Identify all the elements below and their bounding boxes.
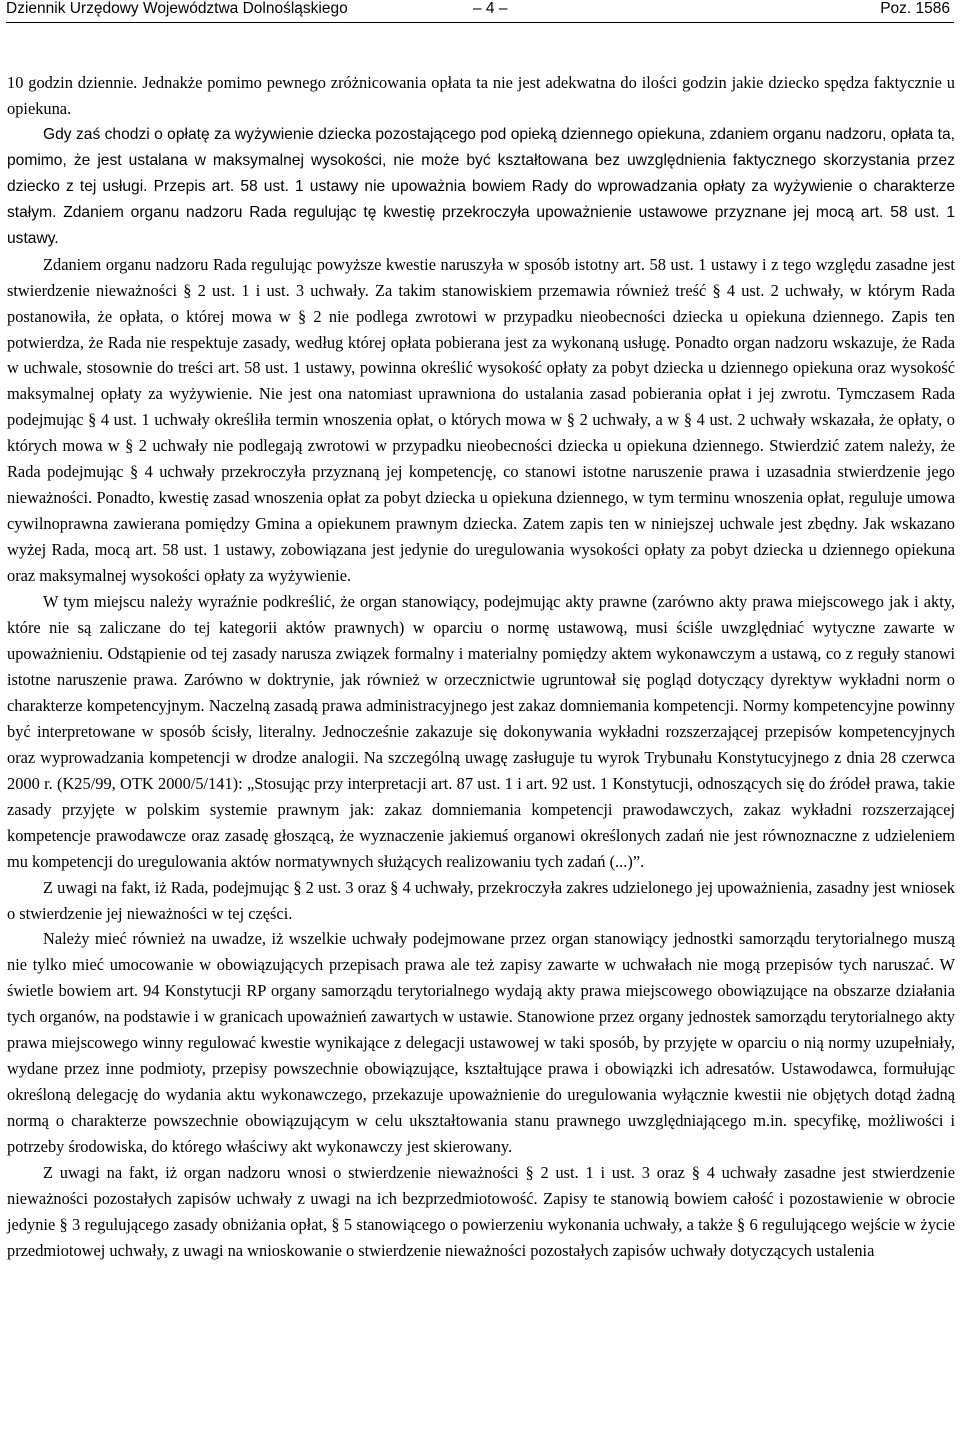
position-number: Poz. 1586 bbox=[880, 0, 950, 17]
paragraph: Z uwagi na fakt, iż Rada, podejmując § 2 ust. 3 oraz § 4 uchwały, przekroczyła zakres udzielonego jej upoważnienia, zasadny jest wniosek o stwierdzenie jej nieważności w tej części. bbox=[7, 877, 955, 923]
paragraph: 10 godzin dziennie. Jednakże pomimo pewnego zróżnicowania opłata ta nie jest adekwatna do ilości godzin jakie dziecko spędza faktycznie u opiekuna. bbox=[7, 73, 955, 118]
document-body bbox=[7, 70, 955, 1264]
paragraph: Gdy zaś chodzi o opłatę za wyżywienie dziecka pozostającego pod opieką dziennego opiekuna, zdaniem organu nadzoru, opłata ta, pomimo, że jest ustalana w maksymalnej wysokości, nie może być kształtowana bez uwzględnienia faktycznego skorzystania przez dziecko z tej usługi. Przepis art. 58 ust. 1 ustawy nie upoważnia bowiem Rady do wprowadzania opłaty za wyżywienie o charakterze stałym. Zdaniem organu nadzoru Rada regulując tę kwestię przekroczyła upoważnienie ustawowe przyznane jej mocą art. 58 ust. 1 ustawy. bbox=[7, 125, 955, 247]
page-header bbox=[6, 0, 956, 22]
paragraph: Zdaniem organu nadzoru Rada regulując powyższe kwestie naruszyła w sposób istotny art. 58 ust. 1 ustawy i z tego względu zasadne jest stwierdzenie nieważności § 2 ust. 1 i ust. 3 uchwały. Za takim stanowiskiem przemawia również treść § 4 ust. 2 uchwały, w którym Rada postanowiła, że opłata, o której mowa w § 2 nie podlega zwrotowi w przypadku nieobecności dziecka u opiekuna dziennego. Zapis ten potwierdza, że Rada nie respektuje zasady, według której opłata pobierana jest za wykonaną usługę. Ponadto organ nadzoru wskazuje, że Rada w uchwale, stosownie do treści art. 58 ust. 1 ustawy, powinna określić wysokość opłaty za pobyt dziecka u dziennego opiekuna oraz wysokość maksymalnej opłaty za wyżywienie. Nie jest ona natomiast uprawniona do ustalania zasad pobierania opłat i jej zwrotu. Tymczasem Rada podejmując § 4 ust. 1 uchwały określiła termin wnoszenia opłat, o których mowa w § 2 uchwały, a w § 4 ust. 2 uchwały wskazała, że opłaty, o których mowa w § 2 uchwały nie podlegają zwrotowi w przypadku nieobecności dziecka u opiekuna dziennego. Stwierdzić zatem należy, że Rada podejmując § 4 uchwały przekroczyła przyznaną jej kompetencję, co stanowi istotne naruszenie prawa i uzasadnia stwierdzenie jego nieważności. Ponadto, kwestię zasad wnoszenia opłat za pobyt dziecka u opiekuna dziennego, w tym terminu wnoszenia opłat, reguluje umowa cywilnoprawna zawierana pomiędzy Gmina a opiekunem prawnym dziecka. Zatem zapis ten w niniejszej uchwale jest zbędny. Jak wskazano wyżej Rada, mocą art. 58 ust. 1 ustawy, zobowiązana jest jedynie do uregulowania wysokości opłaty za pobyt dziecka u dziennego opiekuna oraz maksymalnej wysokości opłaty za wyżywienie. bbox=[7, 254, 955, 586]
page-number: – 4 – bbox=[473, 0, 508, 17]
paragraph: W tym miejscu należy wyraźnie podkreślić, że organ stanowiący, podejmując akty prawne (zarówno akty prawa miejscowego jak i akty, które nie są zaliczane do tej kategorii aktów prawnych) w oparciu o normę ustawową, musi ściśle uwzględniać wytyczne zawarte w upoważnieniu. Odstąpienie od tej zasady narusza związek formalny i materialny pomiędzy aktem wykonawczym a ustawą, co z reguły stanowi istotne naruszenie prawa. Zarówno w doktrynie, jak również w orzecznictwie ugruntował się pogląd dotyczący dyrektyw wykładni norm o charakterze kompetencyjnym. Naczelną zasadą prawa administracyjnego jest zakaz domniemania kompetencji. Normy kompetencyjne powinny być interpretowane w sposób ścisły, literalny. Jednocześnie zakazuje się dokonywania wykładni rozszerzającej przepisów kompetencyjnych oraz wyprowadzania kompetencji w drodze analogii. Na szczególną uwagę zasługuje tu wyrok Trybunału Konstytucyjnego z dnia 28 czerwca 2000 r. (K25/99, OTK 2000/5/141): „Stosując przy interpretacji art. 87 ust. 1 i art. 92 ust. 1 Konstytucji, odnoszących się do źródeł prawa, takie zasady przyjęte w polskim systemie prawnym jak: zakaz domniemania kompetencji prawodawczych, zakaz wykładni rozszerzającej kompetencje prawodawcze oraz zasadę głoszącą, że wyznaczenie jakiemuś organowi określonych zadań nie jest równoznaczne z udzieleniem mu kompetencji do uregulowania aktów normatywnych służących realizowaniu tych zadań (...)”. bbox=[7, 592, 955, 871]
header-rule bbox=[6, 22, 954, 23]
paragraph: Należy mieć również na uwadze, iż wszelkie uchwały podejmowane przez organ stanowiący jednostki samorządu terytorialnego muszą nie tylko mieć umocowanie w obowiązujących przepisach prawa ale też zapisy zawarte w uchwałach nie mogą przepisów tych naruszać. W świetle bowiem art. 94 Konstytucji RP organy samorządu terytorialnego wydają akty prawa miejscowego obowiązujące na obszarze działania tych organów, na podstawie i w granicach upoważnień zawartych w ustawie. Stanowione przez organy jednostek samorządu terytorialnego akty prawa miejscowego winny regulować kwestie wynikające z delegacji ustawowej w taki sposób, by przyjęte w oparciu o nią normy uzupełniały, wydane przez inne podmioty, przepisy powszechnie obowiązujące, kształtujące prawa i obowiązki ich adresatów. Ustawodawca, formułując określoną delegację do wydania aktu wykonawczego, przekazuje upoważnienie do uregulowania wyłącznie kwestii nie objętych dotąd żadną normą o charakterze powszechnie obowiązującym w celu ukształtowania stanu prawnego uwzględniającego m.in. specyfikę, możliwości i potrzeby środowiska, do którego właściwy akt wykonawczy jest skierowany. bbox=[7, 929, 955, 1157]
journal-title: Dziennik Urzędowy Województwa Dolnośląskiego bbox=[6, 0, 348, 17]
paragraph: Z uwagi na fakt, iż organ nadzoru wnosi o stwierdzenie nieważności § 2 ust. 1 i ust. 3 oraz § 4 uchwały zasadne jest stwierdzenie nieważności pozostałych zapisów uchwały z uwagi na ich bezprzedmiotowość. Zapisy te stanowią bowiem całość i pozostawienie w obrocie jedynie § 3 regulującego zasady obniżania opłat, § 5 stanowiącego o powierzeniu wykonania uchwały, a także § 6 regulującego wejście w życie przedmiotowej uchwały, z uwagi na wnioskowanie o stwierdzenie nieważności pozostałych zapisów uchwały dotyczących ustalenia bbox=[7, 1163, 955, 1260]
